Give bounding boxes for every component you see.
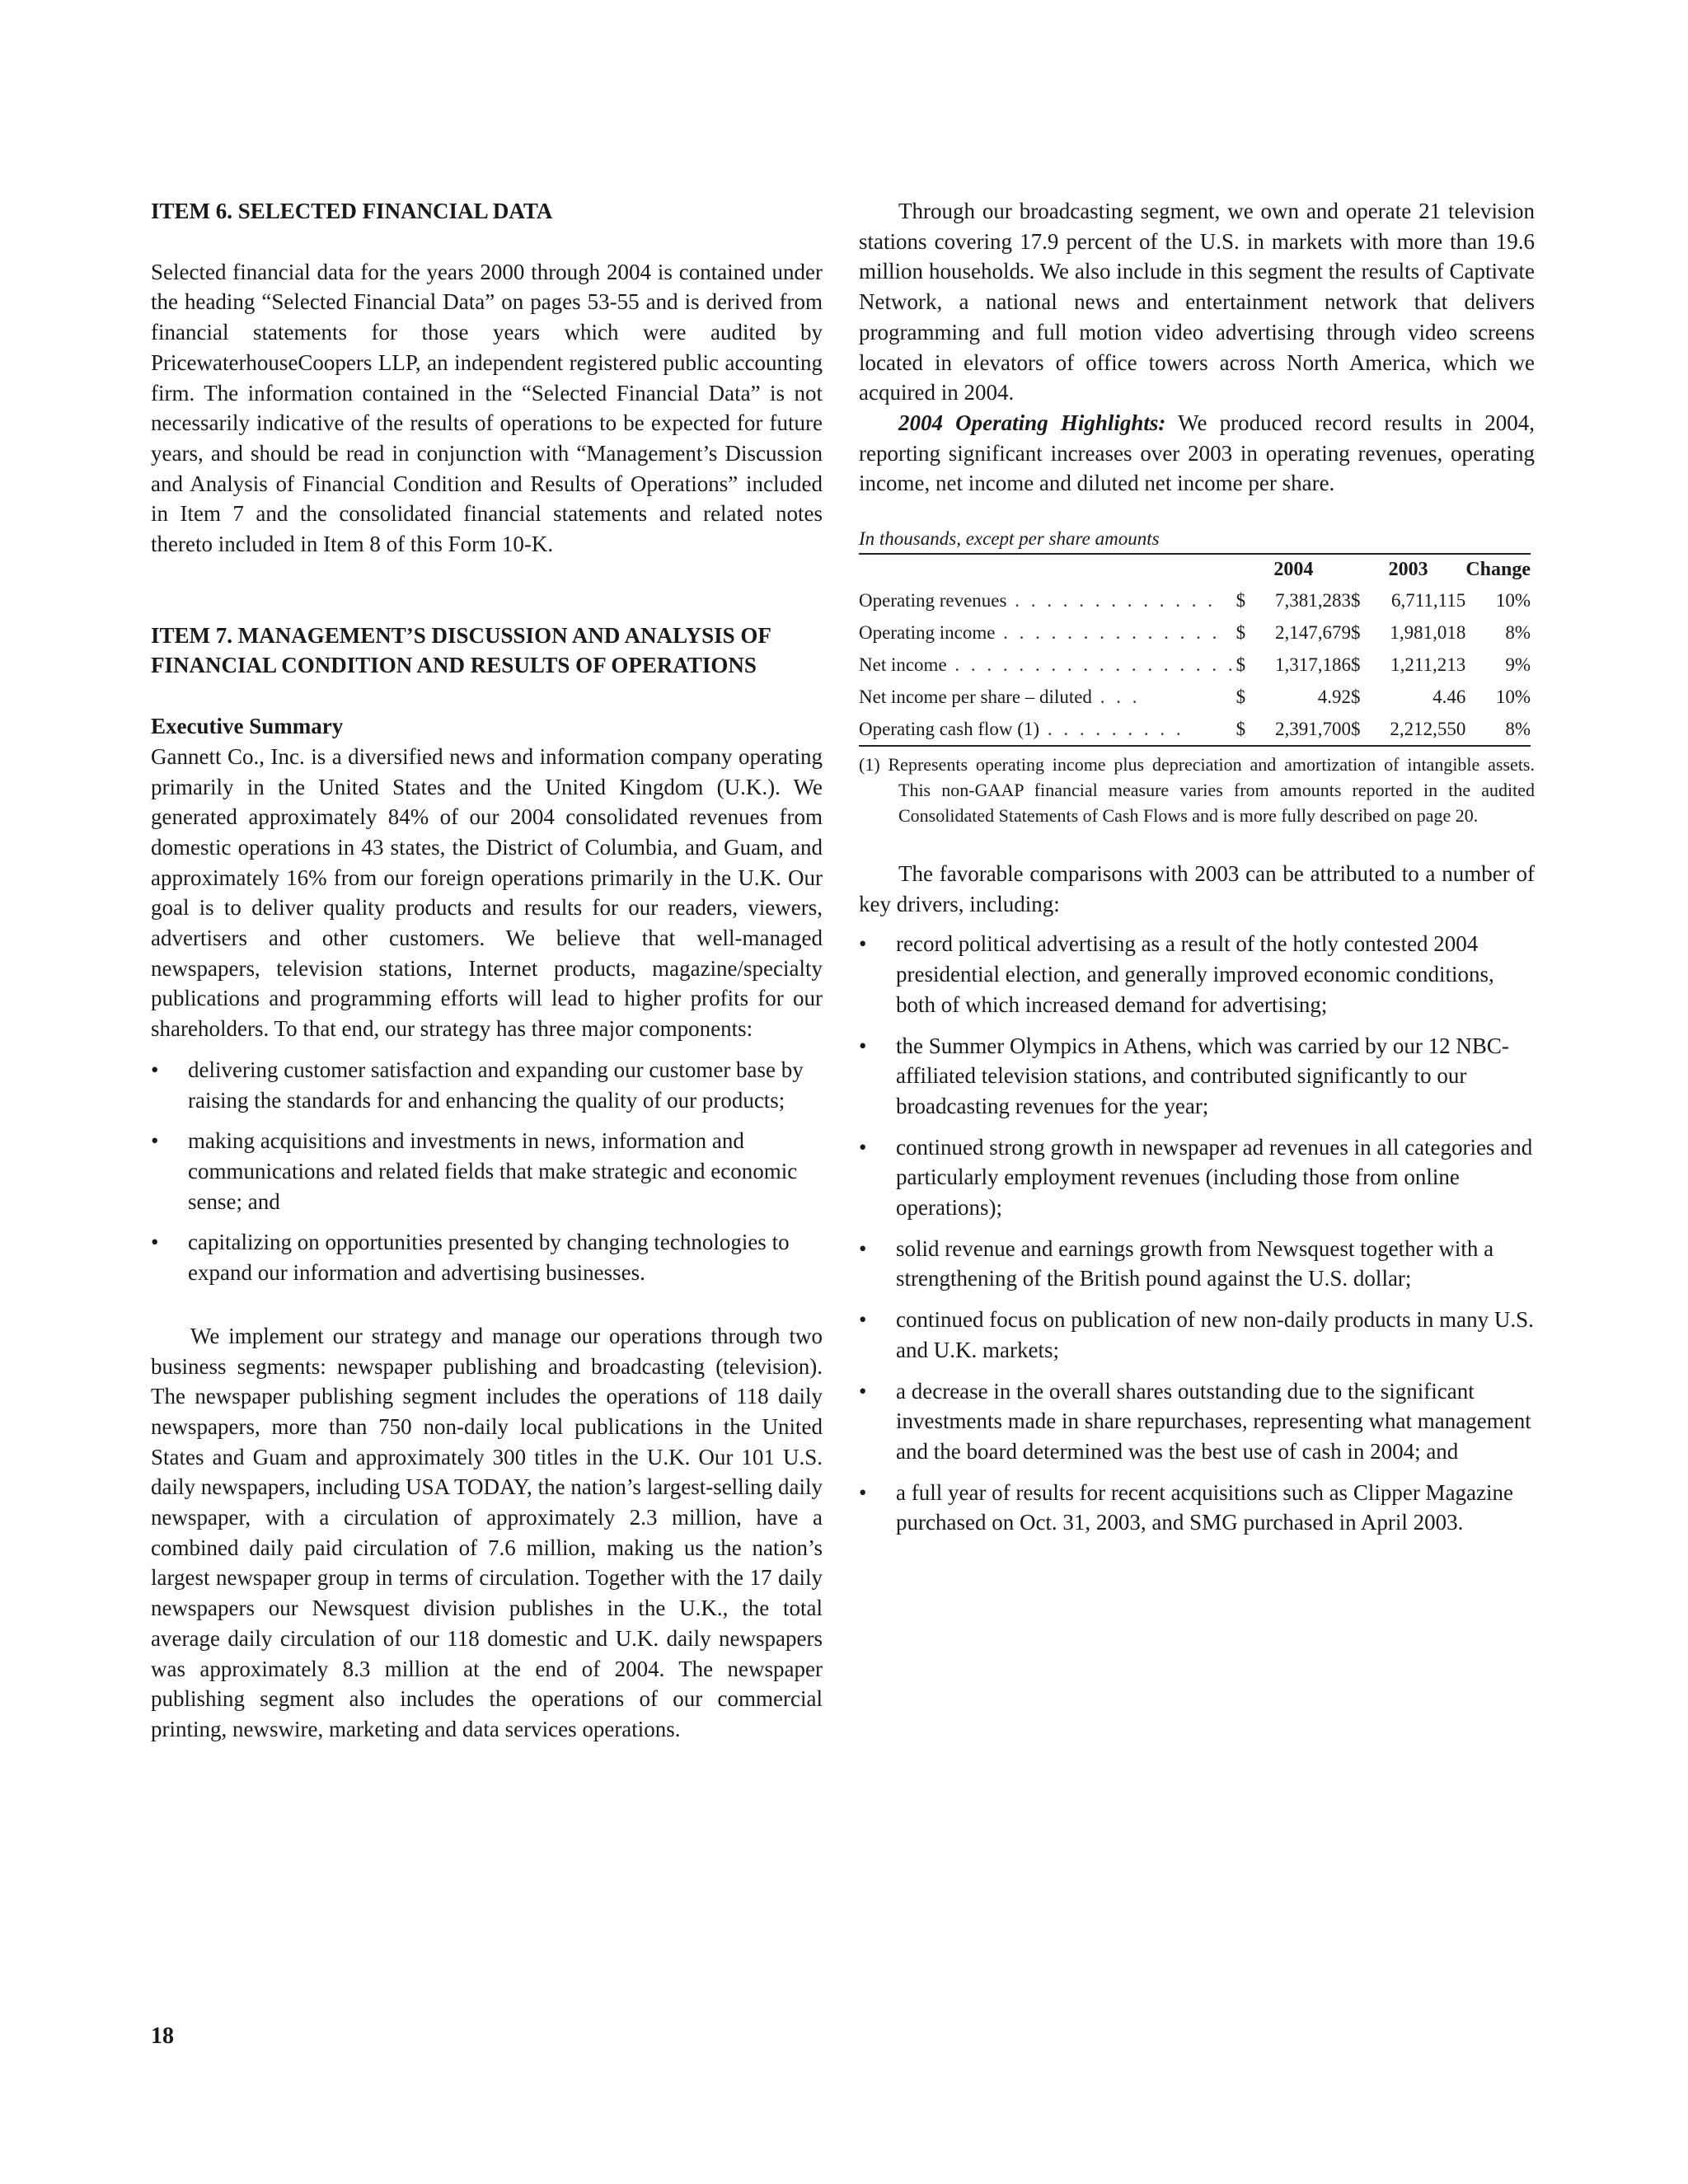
list-item: • making acquisitions and investments in news, information and communications and related fields that make strategic and economic sense; and: [151, 1126, 823, 1216]
currency-symbol-2004: $: [1236, 718, 1246, 739]
list-item: • solid revenue and earnings growth from Newsquest together with a strengthening of the British pound against the U.S. dollar;: [859, 1234, 1535, 1294]
table-footnote: (1) Represents operating income plus depreciation and amortization of intangible assets. This non-GAAP financial measure varies from amounts reported in the audited Consolidated Statements of Cash Flows and is more fully described on page 20.: [859, 754, 1535, 827]
value-2004: 7,381,283: [1274, 589, 1351, 611]
row-label-text: Net income per share – diluted: [859, 686, 1092, 707]
bullet-icon: •: [859, 1378, 867, 1404]
executive-summary-paragraph: Gannett Co., Inc. is a diversified news and information company operating primarily in the United States and the United Kingdom (U.K.). We generated approximately 84% of our 2004 consolidated revenues from domestic operations in 43 states, the District of Columbia, and Guam, and approximately 16% from our foreign operations primarily in the U.K. Our goal is to deliver quality products and results for our readers, viewers, advertisers and other customers. We believe that well-managed newspapers, television stations, Internet products, magazine/specialty publications and programming efforts will lead to higher profits for our shareholders. To that end, our strategy has three major components:: [151, 743, 823, 1042]
bullet-icon: •: [151, 1057, 159, 1082]
row-label: [859, 584, 1236, 616]
list-item: • continued strong growth in newspaper ad revenues in all categories and particularly employment revenues (including those from online operations);: [859, 1132, 1535, 1223]
table-row: [859, 584, 1531, 616]
item7-heading: ITEM 7. MANAGEMENT’S DISCUSSION AND ANALYSIS OF FINANCIAL CONDITION AND RESULTS OF OPERATIONS: [151, 622, 771, 678]
bullet-icon: •: [859, 1134, 867, 1160]
dot-leader: . . . . . . . . . . . . .: [1006, 589, 1216, 611]
row-label-text: Net income: [859, 654, 947, 675]
row-label-text: Operating revenues: [859, 589, 1007, 611]
column-header-2004: 2004: [1273, 558, 1314, 580]
bullet-icon: •: [151, 1230, 159, 1255]
dot-leader: . . .: [1091, 686, 1141, 707]
bullet-icon: •: [151, 1128, 159, 1154]
bullet-icon: •: [859, 1479, 867, 1505]
segments-paragraph: We implement our strategy and manage our operations through two business segments: newspaper publishing and broadcasting (television). The newspaper publishing segment includes the operations of 118 daily newspapers, more than 750 non-daily local publications in the United States and Guam and approximately 300 titles in the U.K. Our 101 U.S. daily newspapers, including USA TODAY, the nation’s largest-selling daily newspaper, with a circulation of approximately 2.3 million, have a combined daily paid circulation of 7.6 million, making us the nation’s largest newspaper group in terms of circulation. Together with the 17 daily newspapers our Newsquest division publishes in the U.K., the total average daily circulation of our 118 domestic and U.K. daily newspapers was approximately 8.3 million at the end of 2004. The newspaper publishing segment also includes the operations of our commercial printing, newswire, marketing and data services operations.: [151, 1323, 823, 1741]
item6-heading: ITEM 6. SELECTED FINANCIAL DATA: [151, 199, 553, 223]
change-value: 9%: [1505, 654, 1531, 675]
value-2003: 2,212,550: [1390, 718, 1466, 739]
bullet-icon: •: [859, 1033, 867, 1058]
drivers-intro-paragraph: The favorable comparisons with 2003 can be attributed to a number of key drivers, including:: [859, 861, 1535, 916]
currency-symbol-2003: $: [1350, 589, 1361, 611]
currency-symbol-2004: $: [1236, 589, 1246, 611]
currency-symbol-2004: $: [1236, 654, 1246, 675]
right-column: [859, 196, 1535, 1549]
column-header-2003: 2003: [1388, 558, 1428, 580]
row-label: [859, 616, 1236, 649]
column-header-change: Change: [1465, 558, 1531, 580]
bullet-icon: •: [859, 931, 867, 957]
change-value: 8%: [1505, 718, 1531, 739]
bullet-icon: •: [859, 1307, 867, 1333]
table-row: [859, 649, 1531, 681]
highlights-label: 2004 Operating Highlights:: [898, 410, 1166, 435]
bullet-icon: •: [859, 1235, 867, 1261]
list-item: • record political advertising as a result of the hotly contested 2004 presidential election, and generally improved economic conditions, both of which increased demand for advertising;: [859, 929, 1535, 1019]
value-2003: 6,711,115: [1391, 589, 1466, 611]
dot-leader: . . . . . . . . .: [1039, 718, 1184, 739]
table-row: [859, 713, 1531, 746]
value-2004: 4.92: [1317, 686, 1351, 707]
dot-leader: . . . . . . . . . . . . . . . . . .: [946, 654, 1236, 675]
row-label: [859, 681, 1236, 713]
currency-symbol-2004: $: [1236, 686, 1246, 707]
row-label-text: Operating cash flow (1): [859, 718, 1040, 739]
drivers-bullet-list: [859, 929, 1535, 1538]
value-2004: 2,147,679: [1274, 621, 1351, 643]
row-label-text: Operating income: [859, 621, 996, 643]
change-value: 8%: [1505, 621, 1531, 643]
value-2003: 4.46: [1432, 686, 1466, 707]
currency-symbol-2004: $: [1236, 621, 1246, 643]
executive-summary-heading: Executive Summary: [151, 714, 344, 739]
change-value: 10%: [1495, 686, 1531, 707]
table-row: [859, 616, 1531, 649]
list-item: • capitalizing on opportunities presented by changing technologies to expand our information and advertising businesses.: [151, 1227, 823, 1287]
value-2003: 1,981,018: [1390, 621, 1466, 643]
value-2003: 1,211,213: [1390, 654, 1466, 675]
list-item: • continued focus on publication of new non-daily products in many U.S. and U.K. markets;: [859, 1305, 1535, 1365]
highlights-text: We produced record results in 2004, reporting significant increases over 2003 in operating revenues, operating income, net income and diluted net income per share.: [859, 410, 1535, 496]
list-item: • the Summer Olympics in Athens, which was carried by our 12 NBC-affiliated television stations, and contributed significantly to our broadcasting revenues for the year;: [859, 1031, 1535, 1122]
currency-symbol-2003: $: [1350, 686, 1361, 707]
highlights-table: [859, 553, 1531, 747]
page-number: 18: [151, 2023, 174, 2049]
currency-symbol-2003: $: [1350, 621, 1361, 643]
row-label: [859, 713, 1236, 746]
item6-paragraph: Selected financial data for the years 2000 through 2004 is contained under the heading “Selected Financial Data” on pages 53-55 and is derived from financial statements for those years which were audited by PricewaterhouseCoopers LLP, an independent registered public accounting firm. The information contained in the “Selected Financial Data” is not necessarily indicative of the results of operations to be expected for future years, and should be read in conjunction with “Management’s Discussion and Analysis of Financial Condition and Results of Operations” included in Item 7 and the consolidated financial statements and related notes thereto included in Item 8 of this Form 10-K.: [151, 259, 823, 557]
highlights-paragraph: [859, 408, 1535, 499]
table-caption: In thousands, except per share amounts: [859, 528, 1160, 550]
change-value: 10%: [1495, 589, 1531, 611]
currency-symbol-2003: $: [1350, 718, 1361, 739]
row-label: [859, 649, 1236, 681]
list-item: • a decrease in the overall shares outstanding due to the significant investments made in share repurchases, representing what management and the board determined was the best use of cash in 2004; and: [859, 1376, 1535, 1467]
table-header-row: [859, 554, 1531, 584]
value-2004: 2,391,700: [1274, 718, 1351, 739]
list-item: • a full year of results for recent acquisitions such as Clipper Magazine purchased on Oct. 31, 2003, and SMG purchased in April 2003.: [859, 1478, 1535, 1538]
list-item: • delivering customer satisfaction and expanding our customer base by raising the standards for and enhancing the quality of our products;: [151, 1055, 823, 1115]
value-2004: 1,317,186: [1274, 654, 1351, 675]
left-column: [151, 196, 823, 1745]
table-row: [859, 681, 1531, 713]
dot-leader: . . . . . . . . . . . . . .: [995, 621, 1221, 643]
currency-symbol-2003: $: [1350, 654, 1361, 675]
strategy-bullet-list: [151, 1055, 823, 1288]
broadcasting-paragraph: Through our broadcasting segment, we own and operate 21 television stations covering 17.9 percent of the U.S. in markets with more than 19.6 million households. We also include in this segment the results of Captivate Network, a national news and entertainment network that delivers programming and full motion video advertising through video screens located in elevators of office towers across North America, which we acquired in 2004.: [859, 199, 1535, 405]
